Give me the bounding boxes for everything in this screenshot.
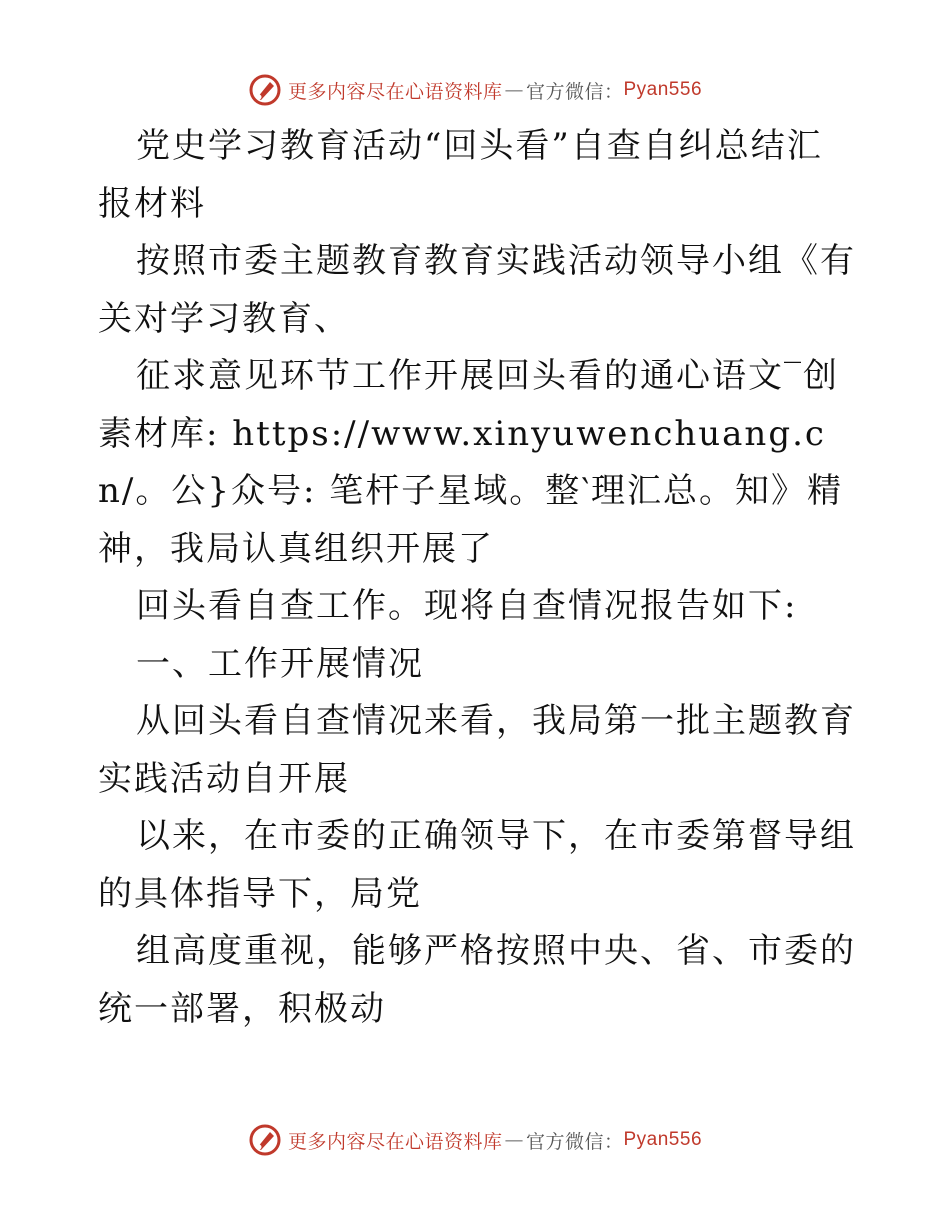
pen-nib-logo-icon — [248, 73, 282, 107]
footer-watermark-banner — [0, 1120, 950, 1160]
wechat-id: Pyan556 — [623, 1129, 703, 1150]
paragraph: 按照市委主题教育教育实践活动领导小组《有关对学习教育、 — [98, 241, 856, 339]
banner-text: 更多内容尽在心语资料库 — [287, 80, 503, 103]
paragraph: 征求意见环节工作开展回头看的通心语文‾创素材库: https://www.xinyuwenchuang.cn/。公}众号: 笔杆子星域。整‵理汇总。知》精神，我局认真组织开展了 — [98, 356, 843, 569]
header-watermark-banner — [0, 70, 950, 110]
paragraph: 从回头看自查情况来看，我局第一批主题教育实践活动自开展 — [98, 701, 856, 799]
wechat-label: 官方微信： — [525, 1130, 624, 1153]
document-title: 党史学习教育活动“回头看”自查自纠总结汇报材料 — [98, 126, 823, 224]
banner-separator: — — [504, 79, 524, 101]
pen-nib-logo-icon — [248, 1123, 282, 1157]
wechat-label: 官方微信： — [525, 80, 624, 103]
paragraph: 组高度重视，能够严格按照中央、省、市委的统一部署，积极动 — [98, 931, 856, 1029]
banner-text: 更多内容尽在心语资料库 — [287, 1130, 503, 1153]
wechat-id: Pyan556 — [623, 79, 703, 100]
banner-separator: — — [504, 1129, 524, 1151]
document-body — [98, 118, 858, 1038]
paragraph: 以来，在市委的正确领导下，在市委第督导组的具体指导下，局党 — [98, 816, 856, 914]
section-heading: 一、工作开展情况 — [136, 643, 424, 684]
paragraph: 回头看自查工作。现将自查情况报告如下: — [136, 586, 798, 626]
